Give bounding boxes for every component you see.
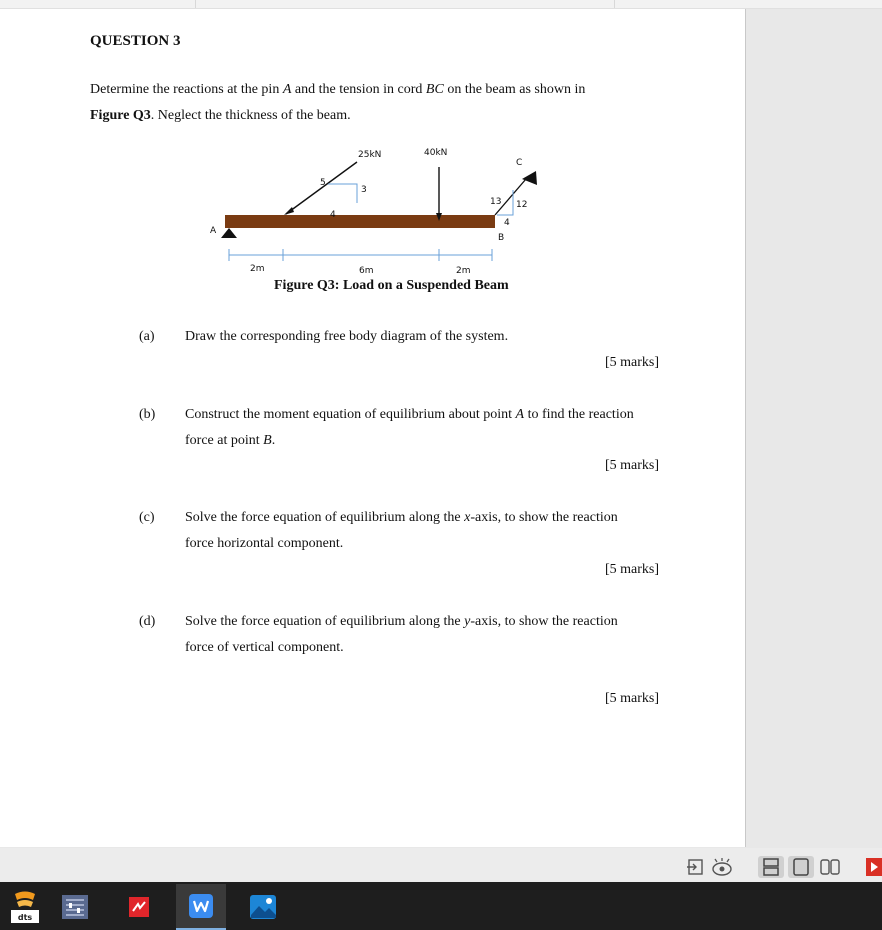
eye-protection-icon[interactable] — [710, 856, 734, 878]
load-25kn-arrow — [286, 162, 357, 214]
part-a-label: (a) — [139, 329, 155, 344]
intro-line-2: Figure Q3. Neglect the thickness of the beam. — [90, 108, 351, 123]
toolbar-divider — [195, 0, 196, 8]
export-icon[interactable] — [686, 856, 706, 878]
part-d-line-2: force of vertical component. — [185, 640, 344, 655]
top-toolbar-strip — [0, 0, 882, 9]
intro-line-1: Determine the reactions at the pin A and the tension in cord BC on the beam as shown in — [90, 82, 586, 97]
photos-icon[interactable] — [238, 884, 288, 930]
tri1-hyp-label: 5 — [320, 178, 326, 188]
part-b-line-2: force at point B. — [185, 433, 276, 448]
part-d-line-1: Solve the force equation of equilibrium along the y-axis, to show the reaction — [185, 614, 618, 629]
part-d-marks: [5 marks] — [605, 691, 660, 706]
tri2-vertical-label: 12 — [516, 200, 528, 210]
part-d-label: (d) — [139, 614, 156, 629]
red-app-icon[interactable] — [114, 884, 164, 930]
support-c — [522, 171, 537, 185]
tri1-vertical-label: 3 — [361, 185, 367, 195]
wps-writer-icon[interactable] — [176, 884, 226, 930]
part-c-label: (c) — [139, 510, 155, 525]
toolbar-divider — [614, 0, 615, 8]
part-b-marks: [5 marks] — [605, 458, 660, 473]
point-b-label: B — [498, 233, 505, 243]
play-icon[interactable] — [866, 856, 882, 878]
equalizer-app-icon[interactable] — [50, 884, 100, 930]
beam — [225, 215, 495, 228]
dim-2m-right: 2m — [456, 266, 471, 276]
part-b-label: (b) — [139, 407, 156, 422]
document-page — [0, 9, 746, 847]
two-page-icon[interactable] — [818, 856, 842, 878]
tri2-hyp-label: 13 — [490, 197, 502, 207]
dts-label: dts — [17, 913, 33, 922]
tri2-horizontal-label: 4 — [504, 218, 510, 228]
pin-support-a — [221, 228, 237, 238]
load-40kn-label: 40kN — [424, 148, 448, 158]
part-c-marks: [5 marks] — [605, 562, 660, 577]
beam-figure — [200, 137, 540, 277]
load-25kn-label: 25kN — [358, 150, 382, 160]
question-title: QUESTION 3 — [90, 33, 181, 49]
part-a-text: Draw the corresponding free body diagram of the system. — [185, 329, 509, 344]
tri1-horizontal-label: 4 — [330, 210, 336, 220]
slope-triangle-1 — [328, 184, 357, 203]
part-c-line-1: Solve the force equation of equilibrium along the x-axis, to show the reaction — [185, 510, 618, 525]
part-b-line-1: Construct the moment equation of equilibrium about point A to find the reaction — [185, 407, 634, 422]
dim-2m-left: 2m — [250, 264, 265, 274]
point-a-label: A — [210, 226, 217, 236]
single-page-icon[interactable] — [788, 856, 814, 878]
load-25kn-arrowhead — [284, 207, 294, 215]
part-a-marks: [5 marks] — [605, 355, 660, 370]
part-c-line-2: force horizontal component. — [185, 536, 344, 551]
page-view-icon[interactable] — [758, 856, 784, 878]
figure-caption: Figure Q3: Load on a Suspended Beam — [274, 278, 509, 293]
dim-6m: 6m — [359, 266, 374, 276]
point-c-label: C — [516, 158, 523, 168]
dts-audio-icon[interactable] — [0, 884, 50, 930]
status-bar — [0, 848, 882, 882]
